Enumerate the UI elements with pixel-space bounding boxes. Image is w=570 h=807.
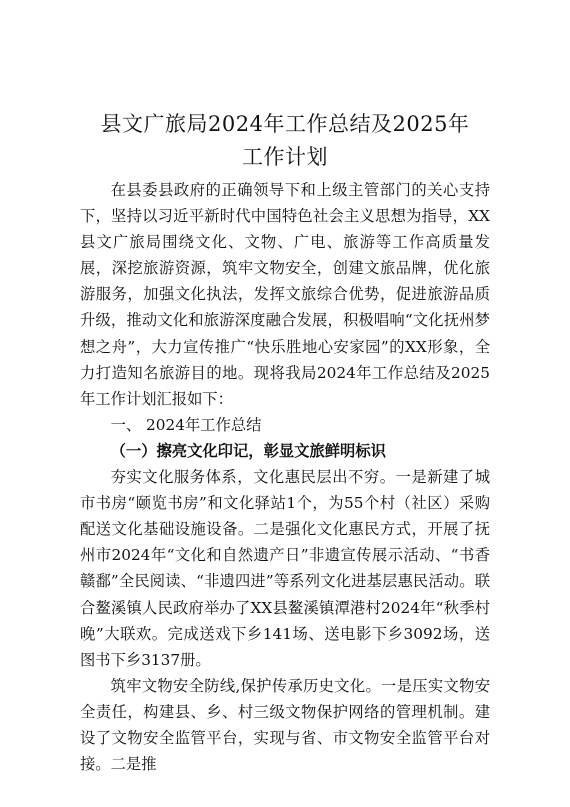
paragraph-heritage-safety: 筑牢文物安全防线,保护传承历史文化。一是压实文物安全责任，构建县、乡、村三级文物保护网络的管理机制。建设了文物安全监管平台，实现与省、市文物安全监管平台对接。二是推 — [80, 676, 490, 774]
document-title — [80, 0, 490, 174]
document-body — [80, 177, 490, 777]
section-heading-1: 一、 2024年工作总结 — [110, 415, 262, 434]
document-title-line-2: 工作计划 — [242, 145, 328, 169]
document-title-line-1: 县文广旅局2024年工作总结及2025年 — [100, 112, 470, 136]
subsection-heading-1: （一）擦亮文化印记，彰显文旅鲜明标识 — [110, 441, 386, 460]
paragraph-culture-services: 夯实文化服务体系，文化惠民层出不穷。一是新建了城市书房“颐览书房”和文化驿站1个，为55个村（社区）采购配送文化基础设施设备。二是强化文化惠民方式，开展了抚州市2024年“文化和自然遗产日”非遗宣传展示活动、“书香赣鄱”全民阅读、“非遗四进”等系列文化进基层惠民活动。联合鳌溪镇人民政府举办了XX县鳌溪镇潭港村2024年“秋季村晚”大联欢。完成送戏下乡141场、送电影下乡3092场，送图书下乡3137册。 — [80, 468, 490, 669]
intro-paragraph: 在县委县政府的正确领导下和上级主管部门的关心支持下，坚持以习近平新时代中国特色社会主义思想为指导，XX县文广旅局围绕文化、文物、广电、旅游等工作高质量发展，深挖旅游资源，筑牢文物安全，创建文旅品牌，优化旅游服务，加强文化执法，发挥文旅综合优势，促进旅游品质升级，推动文化和旅游深度融合发展，积极唱响“文化抚州梦想之舟”，大力宣传推广“快乐胜地心安家园”的XX形象，全力打造知名旅游目的地。现将我局2024年工作总结及2025年工作计划汇报如下： — [80, 181, 490, 408]
